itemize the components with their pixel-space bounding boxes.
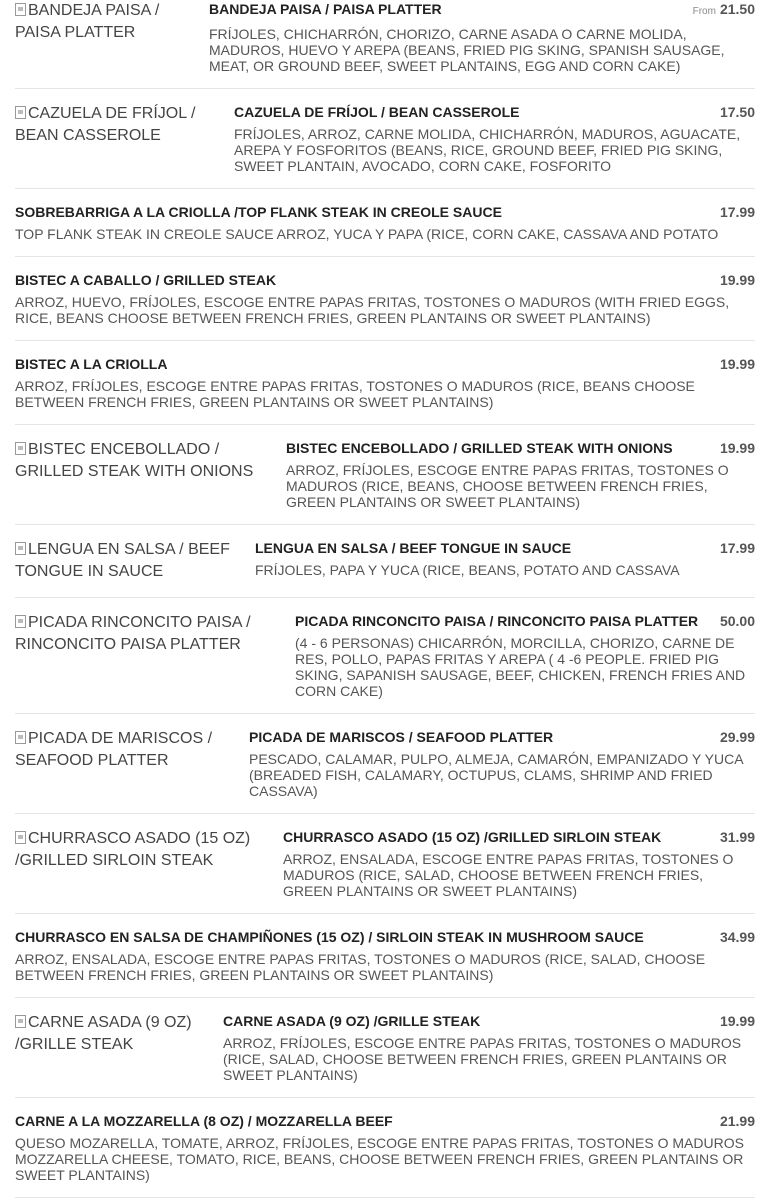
menu-item-bistec-encebollado[interactable] (15, 425, 755, 525)
broken-image-icon (15, 615, 26, 628)
item-details (15, 203, 755, 242)
item-price: 17.99 (719, 204, 755, 220)
item-description: FRÍJOLES, CHICHARRÓN, CHORIZO, CARNE ASADA O CARNE MOLIDA, MADUROS, HUEVO Y AREPA (BEANS, FRIED PIG SKING, SPANISH SAUSAGE, MEAT, OR GROUND BEEF, SWEET PLANTAINS, EGG AND CORN CAKE) (209, 26, 725, 74)
item-details (286, 439, 755, 510)
menu-item-bistec-a-la-criolla[interactable] (15, 341, 755, 425)
item-price: 17.50 (719, 104, 755, 120)
broken-image-icon (15, 831, 26, 844)
item-name[interactable]: BISTEC A LA CRIOLLA (15, 356, 168, 372)
item-description: ARROZ, FRÍJOLES, ESCOGE ENTRE PAPAS FRITAS, TOSTONES O MADUROS (RICE, BEANS, CHOOSE BETWEEN FRENCH FRIES, GREEN PLANTAINS OR SWEET PLANTAINS) (286, 462, 729, 510)
item-details (209, 0, 755, 74)
item-description: TOP FLANK STEAK IN CREOLE SAUCE ARROZ, YUCA Y PAPA (RICE, CORN CAKE, CASSAVA AND POTATO (15, 226, 719, 242)
item-details (234, 103, 755, 174)
item-name[interactable]: LENGUA EN SALSA / BEEF TONGUE IN SAUCE (255, 540, 572, 556)
item-description: PESCADO, CALAMAR, PULPO, ALMEJA, CAMARÓN, EMPANIZADO Y YUCA (BREADED FISH, CALAMARY, OCTUPUS, CLAMS, SHRIMP AND FRIED CASSAVA) (249, 751, 743, 799)
menu-list (15, 0, 755, 1198)
item-description: ARROZ, FRÍJOLES, ESCOGE ENTRE PAPAS FRITAS, TOSTONES O MADUROS (RICE, SALAD, CHOOSE BETWEEN FRENCH FRIES, GREEN PLANTAINS OR SWEET PLANTAINS) (223, 1035, 742, 1083)
item-details (15, 928, 755, 983)
broken-image-icon (15, 1015, 26, 1028)
menu-item-carne-asada[interactable] (15, 998, 755, 1098)
item-description: QUESO MOZARELLA, TOMATE, ARROZ, FRÍJOLES, ESCOGE ENTRE PAPAS FRITAS, TOSTONES O MADUROS MOZZARELLA CHEESE, TOMATO, RICE, BEANS, CHOOSE BETWEEN FRENCH FRIES, GREEN PLANTAINS OR SWEET PLANTAINS) (15, 1135, 744, 1183)
item-description: ARROZ, ENSALADA, ESCOGE ENTRE PAPAS FRITAS, TOSTONES O MADUROS (RICE, SALAD, CHOOSE BETWEEN FRENCH FRIES, GREEN PLANTAINS OR SWEET PLANTAINS) (15, 951, 706, 983)
item-price: 31.99 (719, 829, 755, 845)
item-price: 34.99 (719, 929, 755, 945)
item-price: 19.99 (719, 356, 755, 372)
item-description: (4 - 6 PERSONAS) CHICARRÓN, MORCILLA, CHORIZO, CARNE DE RES, POLLO, PAPAS FRITAS Y AREPA ( 4 -6 PEOPLE. FRIED PIG SKING, SAPANISH SAUSAGE, BEEF, CHICKEN, FRENCH FRIES AND CORN CAKE) (295, 635, 746, 699)
item-name[interactable]: CARNE ASADA (9 OZ) /GRILLE STEAK (223, 1013, 481, 1029)
menu-item-lengua-en-salsa[interactable] (15, 525, 755, 598)
item-name[interactable]: CHURRASCO ASADO (15 OZ) /GRILLED SIRLOIN STEAK (283, 829, 662, 845)
menu-item-cazuela-de-frijol[interactable] (15, 89, 755, 189)
broken-image-icon (15, 731, 26, 744)
item-image-placeholder[interactable]: BANDEJA PAISA / PAISA PLATTER (15, 2, 160, 41)
item-name[interactable]: CAZUELA DE FRÍJOL / BEAN CASSEROLE (234, 104, 520, 120)
item-image-placeholder[interactable]: CAZUELA DE FRÍJOL / BEAN CASSEROLE (15, 105, 196, 144)
item-name[interactable]: BISTEC A CABALLO / GRILLED STEAK (15, 272, 277, 288)
item-price: 21.99 (719, 1113, 755, 1129)
menu-item-picada-rinconcito-paisa[interactable] (15, 598, 755, 714)
item-name[interactable]: BISTEC ENCEBOLLADO / GRILLED STEAK WITH ONIONS (286, 440, 673, 456)
item-price: 19.99 (719, 1013, 755, 1029)
item-image-placeholder[interactable]: BISTEC ENCEBOLLADO / GRILLED STEAK WITH ONIONS (15, 441, 254, 480)
item-price: 19.99 (719, 440, 755, 456)
menu-item-churrasco-en-salsa[interactable] (15, 914, 755, 998)
item-details (15, 1112, 755, 1183)
item-details (15, 271, 755, 326)
item-details (295, 612, 755, 699)
item-details (15, 355, 755, 410)
item-details (283, 828, 755, 899)
item-name[interactable]: CARNE A LA MOZZARELLA (8 OZ) / MOZZARELLA BEEF (15, 1113, 393, 1129)
broken-image-icon (15, 106, 26, 119)
item-name[interactable]: BANDEJA PAISA / PAISA PLATTER (209, 1, 442, 17)
menu-item-carne-a-la-mozzarella[interactable] (15, 1098, 755, 1198)
item-details (255, 539, 755, 578)
item-price: 29.99 (719, 729, 755, 745)
menu-item-bandeja-paisa[interactable] (15, 0, 755, 89)
item-name[interactable]: SOBREBARRIGA A LA CRIOLLA /TOP FLANK STEAK IN CREOLE SAUCE (15, 204, 502, 220)
item-description: ARROZ, ENSALADA, ESCOGE ENTRE PAPAS FRITAS, TOSTONES O MADUROS (RICE, SALAD, CHOOSE BETWEEN FRENCH FRIES, GREEN PLANTAINS OR SWEET PLANTAINS) (283, 851, 734, 899)
item-price: 50.00 (719, 613, 755, 629)
item-description: ARROZ, FRÍJOLES, ESCOGE ENTRE PAPAS FRITAS, TOSTONES O MADUROS (RICE, BEANS CHOOSE BETWEEN FRENCH FRIES, GREEN PLANTAINS OR SWEET PLANTAINS) (15, 378, 695, 410)
item-price: From 21.50 (692, 1, 755, 17)
item-image-placeholder[interactable]: PICADA RINCONCITO PAISA / RINCONCITO PAISA PLATTER (15, 614, 251, 653)
menu-item-picada-de-mariscos[interactable] (15, 714, 755, 814)
menu-item-churrasco-asado[interactable] (15, 814, 755, 914)
item-image-placeholder[interactable]: CHURRASCO ASADO (15 OZ) /GRILLED SIRLOIN STEAK (15, 830, 251, 869)
item-description: ARROZ, HUEVO, FRÍJOLES, ESCOGE ENTRE PAPAS FRITAS, TOSTONES O MADUROS (WITH FRIED EGGS, RICE, BEANS CHOOSE BETWEEN FRENCH FRIES, GREEN PLANTAINS OR SWEET PLANTAINS) (15, 294, 730, 326)
item-name[interactable]: PICADA DE MARISCOS / SEAFOOD PLATTER (249, 729, 554, 745)
item-price: 19.99 (719, 272, 755, 288)
broken-image-icon (15, 442, 26, 455)
item-description: FRÍJOLES, ARROZ, CARNE MOLIDA, CHICHARRÓN, MADUROS, AGUACATE, AREPA Y FOSFORITOS (BEANS, RICE, GROUND BEEF, FRIED PIG SKING, SWEET PLANTAIN, AVOCADO, CORN CAKE, FOSFORITO (234, 126, 741, 174)
item-details (249, 728, 755, 799)
broken-image-icon (15, 3, 26, 16)
item-name[interactable]: PICADA RINCONCITO PAISA / RINCONCITO PAISA PLATTER (295, 613, 699, 629)
broken-image-icon (15, 542, 26, 555)
item-image-placeholder[interactable]: PICADA DE MARISCOS / SEAFOOD PLATTER (15, 730, 213, 769)
item-image-placeholder[interactable]: CARNE ASADA (9 OZ) /GRILLE STEAK (15, 1014, 192, 1053)
menu-item-sobrebarriga[interactable] (15, 189, 755, 257)
menu-item-bistec-a-caballo[interactable] (15, 257, 755, 341)
item-image-placeholder[interactable]: LENGUA EN SALSA / BEEF TONGUE IN SAUCE (15, 541, 230, 580)
item-name[interactable]: CHURRASCO EN SALSA DE CHAMPIÑONES (15 OZ) / SIRLOIN STEAK IN MUSHROOM SAUCE (15, 929, 644, 945)
item-details (223, 1012, 755, 1083)
item-price: 17.99 (719, 540, 755, 556)
item-description: FRÍJOLES, PAPA Y YUCA (RICE, BEANS, POTATO AND CASSAVA (255, 562, 680, 578)
price-prefix: From (692, 6, 716, 17)
